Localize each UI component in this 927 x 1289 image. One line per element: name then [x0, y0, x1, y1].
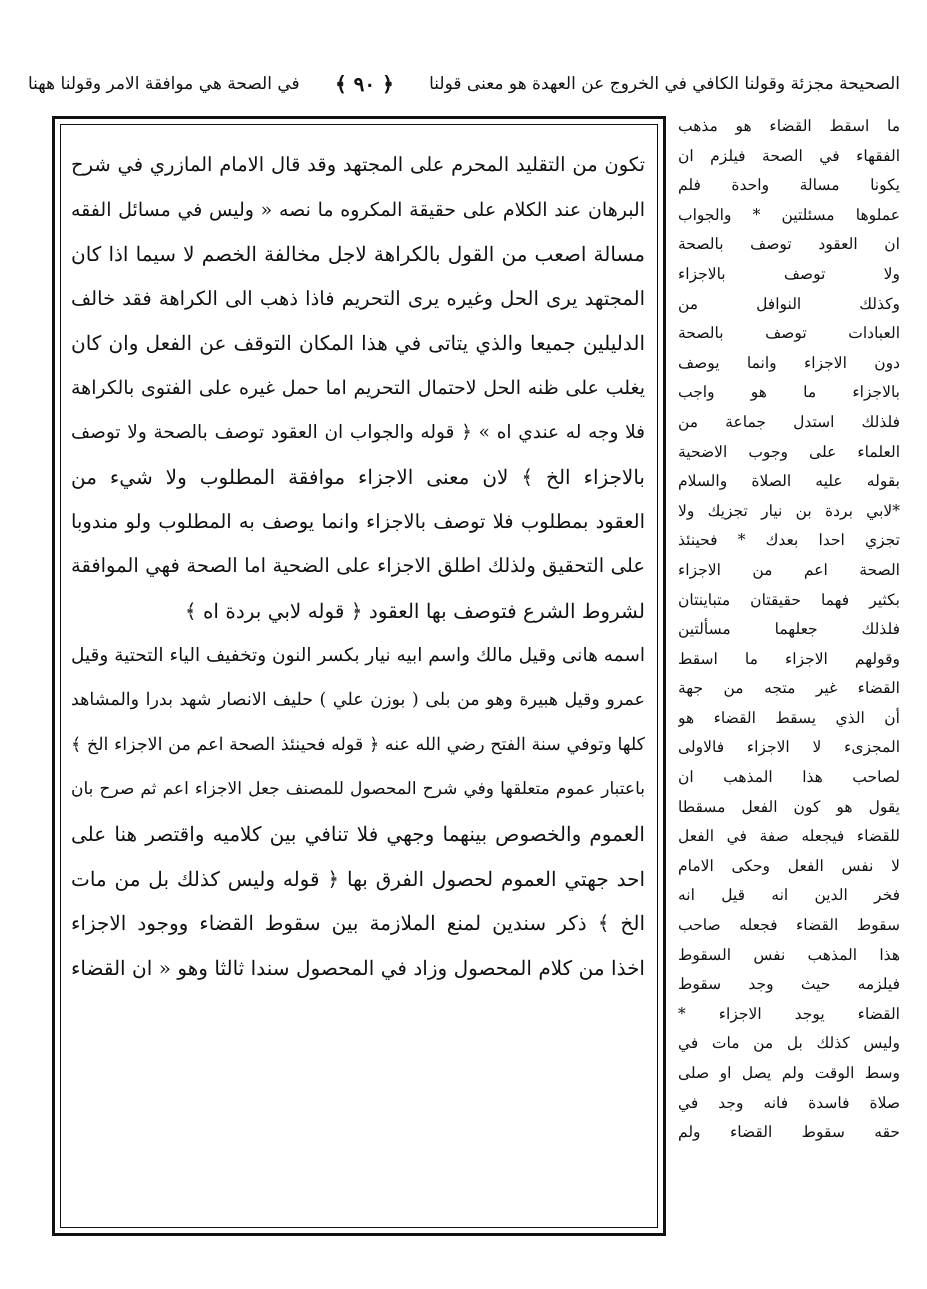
gloss-line: ان العقود توصف بالصحة: [678, 235, 900, 254]
gloss-line: القضاء غير متجه من جهة: [678, 679, 900, 698]
main-line: باعتبار عموم متعلقها وفي شرح المحصول للمصنف جعل الاجزاء اعم ثم صرح بان: [71, 779, 645, 800]
gloss-line: القضاء يوجد الاجزاء *: [678, 1004, 900, 1023]
main-line: اسمه هانى وقيل مالك واسم ابيه نيار بكسر النون وتخفيف الياء التحتية وقيل: [71, 644, 645, 666]
main-line: مسالة اصعب من القول بالكراهة لاجل مخالفة الخصم لا سيما اذا كان: [71, 242, 645, 267]
gloss-line: بقوله عليه الصلاة والسلام: [678, 472, 900, 491]
gloss-line: ما اسقط القضاء هو مذهب: [678, 117, 900, 135]
gloss-line: *لابي بردة بن نيار تجزيك ولا: [678, 501, 900, 520]
gloss-line: بكثير فهما حقيقتان متباينتان: [678, 590, 900, 609]
main-line: المجتهد يرى الحل وغيره يرى التحريم فاذا ذهب الى الكراهة فقد خالف: [71, 286, 645, 310]
gloss-line: عملوها مسئلتين * والجواب: [678, 205, 900, 224]
gloss-line: وسط الوقت ولم يصل او صلى: [678, 1064, 900, 1082]
header-left-text: في الصحة هي موافقة الامر وقولنا ههنا: [28, 74, 300, 94]
gloss-line: وكذلك النوافل من: [678, 294, 900, 313]
main-line: عمرو وقيل هبيرة وهو من بلى ( بوزن علي ) حليف الانصار شهد بدرا والمشاهد: [71, 690, 645, 711]
gloss-line: حقه سقوط القضاء ولم: [678, 1123, 900, 1142]
main-line: البرهان عند الكلام على حقيقة المكروه ما نصه « وليس في مسائل الفقه: [71, 198, 645, 221]
gloss-line: أن الذي يسقط القضاء هو: [678, 708, 900, 727]
main-line: على التحقيق ولذلك اطلق الاجزاء على الضحية اما الصحة فهي الموافقة: [71, 554, 645, 578]
main-line: العقود بمطلوب فلا توصف بالاجزاء وانما يوصف به المطلوب ولو مندوبا: [71, 509, 645, 533]
gloss-line: فلذلك جعلهما مسألتين: [678, 620, 900, 639]
main-line: الخ ﴾ ذكر سندين لمنع الملازمة بين سقوط القضاء ووجود الاجزاء: [71, 911, 645, 936]
gloss-line: دون الاجزاء وانما يوصف: [678, 353, 900, 372]
gloss-line: الفقهاء في الصحة فيلزم ان: [678, 146, 900, 165]
gloss-line: لصاحب هذا المذهب ان: [678, 768, 900, 787]
main-line: تكون من التقليد المحرم على المجتهد وقد قال الامام المازري في شرح: [71, 153, 645, 176]
gloss-line: ولا توصف بالاجزاء: [678, 264, 900, 283]
main-text-frame: [52, 116, 666, 1236]
gloss-line: وليس كذلك بل من مات في: [678, 1034, 900, 1053]
main-line: بالاجزاء الخ ﴾ لان معنى الاجزاء موافقة المطلوب ولا شيء من: [71, 465, 645, 490]
page-header: [28, 62, 900, 106]
gloss-line: تجزي احدا بعدك * فحينئذ: [678, 531, 900, 550]
main-line: العموم والخصوص بينهما وجهي فلا تنافي بين كلاميه واقتصر هنا على: [71, 821, 645, 846]
main-text-body: [71, 143, 645, 1223]
gloss-line: لا نفس الفعل وحكى الامام: [678, 856, 900, 875]
gloss-line: العلماء على وجوب الاضحية: [678, 442, 900, 461]
main-line: الدليلين جميعا والذي يتاتى في هذا المكان التوقف عن الفعل وان كان: [71, 331, 645, 356]
main-line: اخذا من كلام المحصول وزاد في المحصول سندا ثالثا وهو « ان القضاء: [71, 955, 645, 980]
gloss-line: صلاة فاسدة فانه وجد في: [678, 1093, 900, 1112]
gloss-line: يقول هو كون الفعل مسقطا: [678, 797, 900, 816]
main-line: يغلب على ظنه الحل لاحتمال التحريم اما حمل غيره على الفتوى بالكراهة: [71, 376, 645, 399]
gloss-line: وقولهم الاجزاء ما اسقط: [678, 649, 900, 668]
gloss-line: للقضاء فيجعله صفة في الفعل: [678, 827, 900, 846]
gloss-line: سقوط القضاء فجعله صاحب: [678, 916, 900, 935]
margin-gloss: [678, 112, 900, 1242]
gloss-line: يكونا مسالة واحدة فلم: [678, 176, 900, 195]
gloss-line: المجزىء لا الاجزاء فالاولى: [678, 738, 900, 757]
main-line: فلا وجه له عندي اه » ﴿ قوله والجواب ان العقود توصف بالصحة ولا توصف: [71, 421, 645, 443]
main-line: احد جهتي العموم لحصول الفرق بها ﴿ قوله وليس كذلك بل من مات: [71, 866, 645, 891]
gloss-line: فخر الدين انه قيل انه: [678, 886, 900, 905]
gloss-line: هذا المذهب نفس السقوط: [678, 945, 900, 964]
gloss-line: بالاجزاء ما هو واجب: [678, 383, 900, 402]
main-line: لشروط الشرع فتوصف بها العقود ﴿ قوله لابي بردة اه ﴾: [184, 598, 645, 623]
gloss-line: العبادات توصف بالصحة: [678, 324, 900, 343]
gloss-line: فلذلك استدل جماعة من: [678, 412, 900, 431]
gloss-line: فيلزمه حيث وجد سقوط: [678, 975, 900, 994]
main-line: كلها وتوفي سنة الفتح رضي الله عنه ﴿ قوله فحينئذ الصحة اعم من الاجزاء الخ ﴾: [71, 734, 645, 755]
gloss-line: الصحة اعم من الاجزاء: [678, 560, 900, 579]
header-right-text: الصحيحة مجزئة وقولنا الكافي في الخروج عن العهدة هو معنى قولنا: [429, 74, 900, 94]
page-number: ﴿ ٩٠ ﴾: [334, 72, 394, 96]
